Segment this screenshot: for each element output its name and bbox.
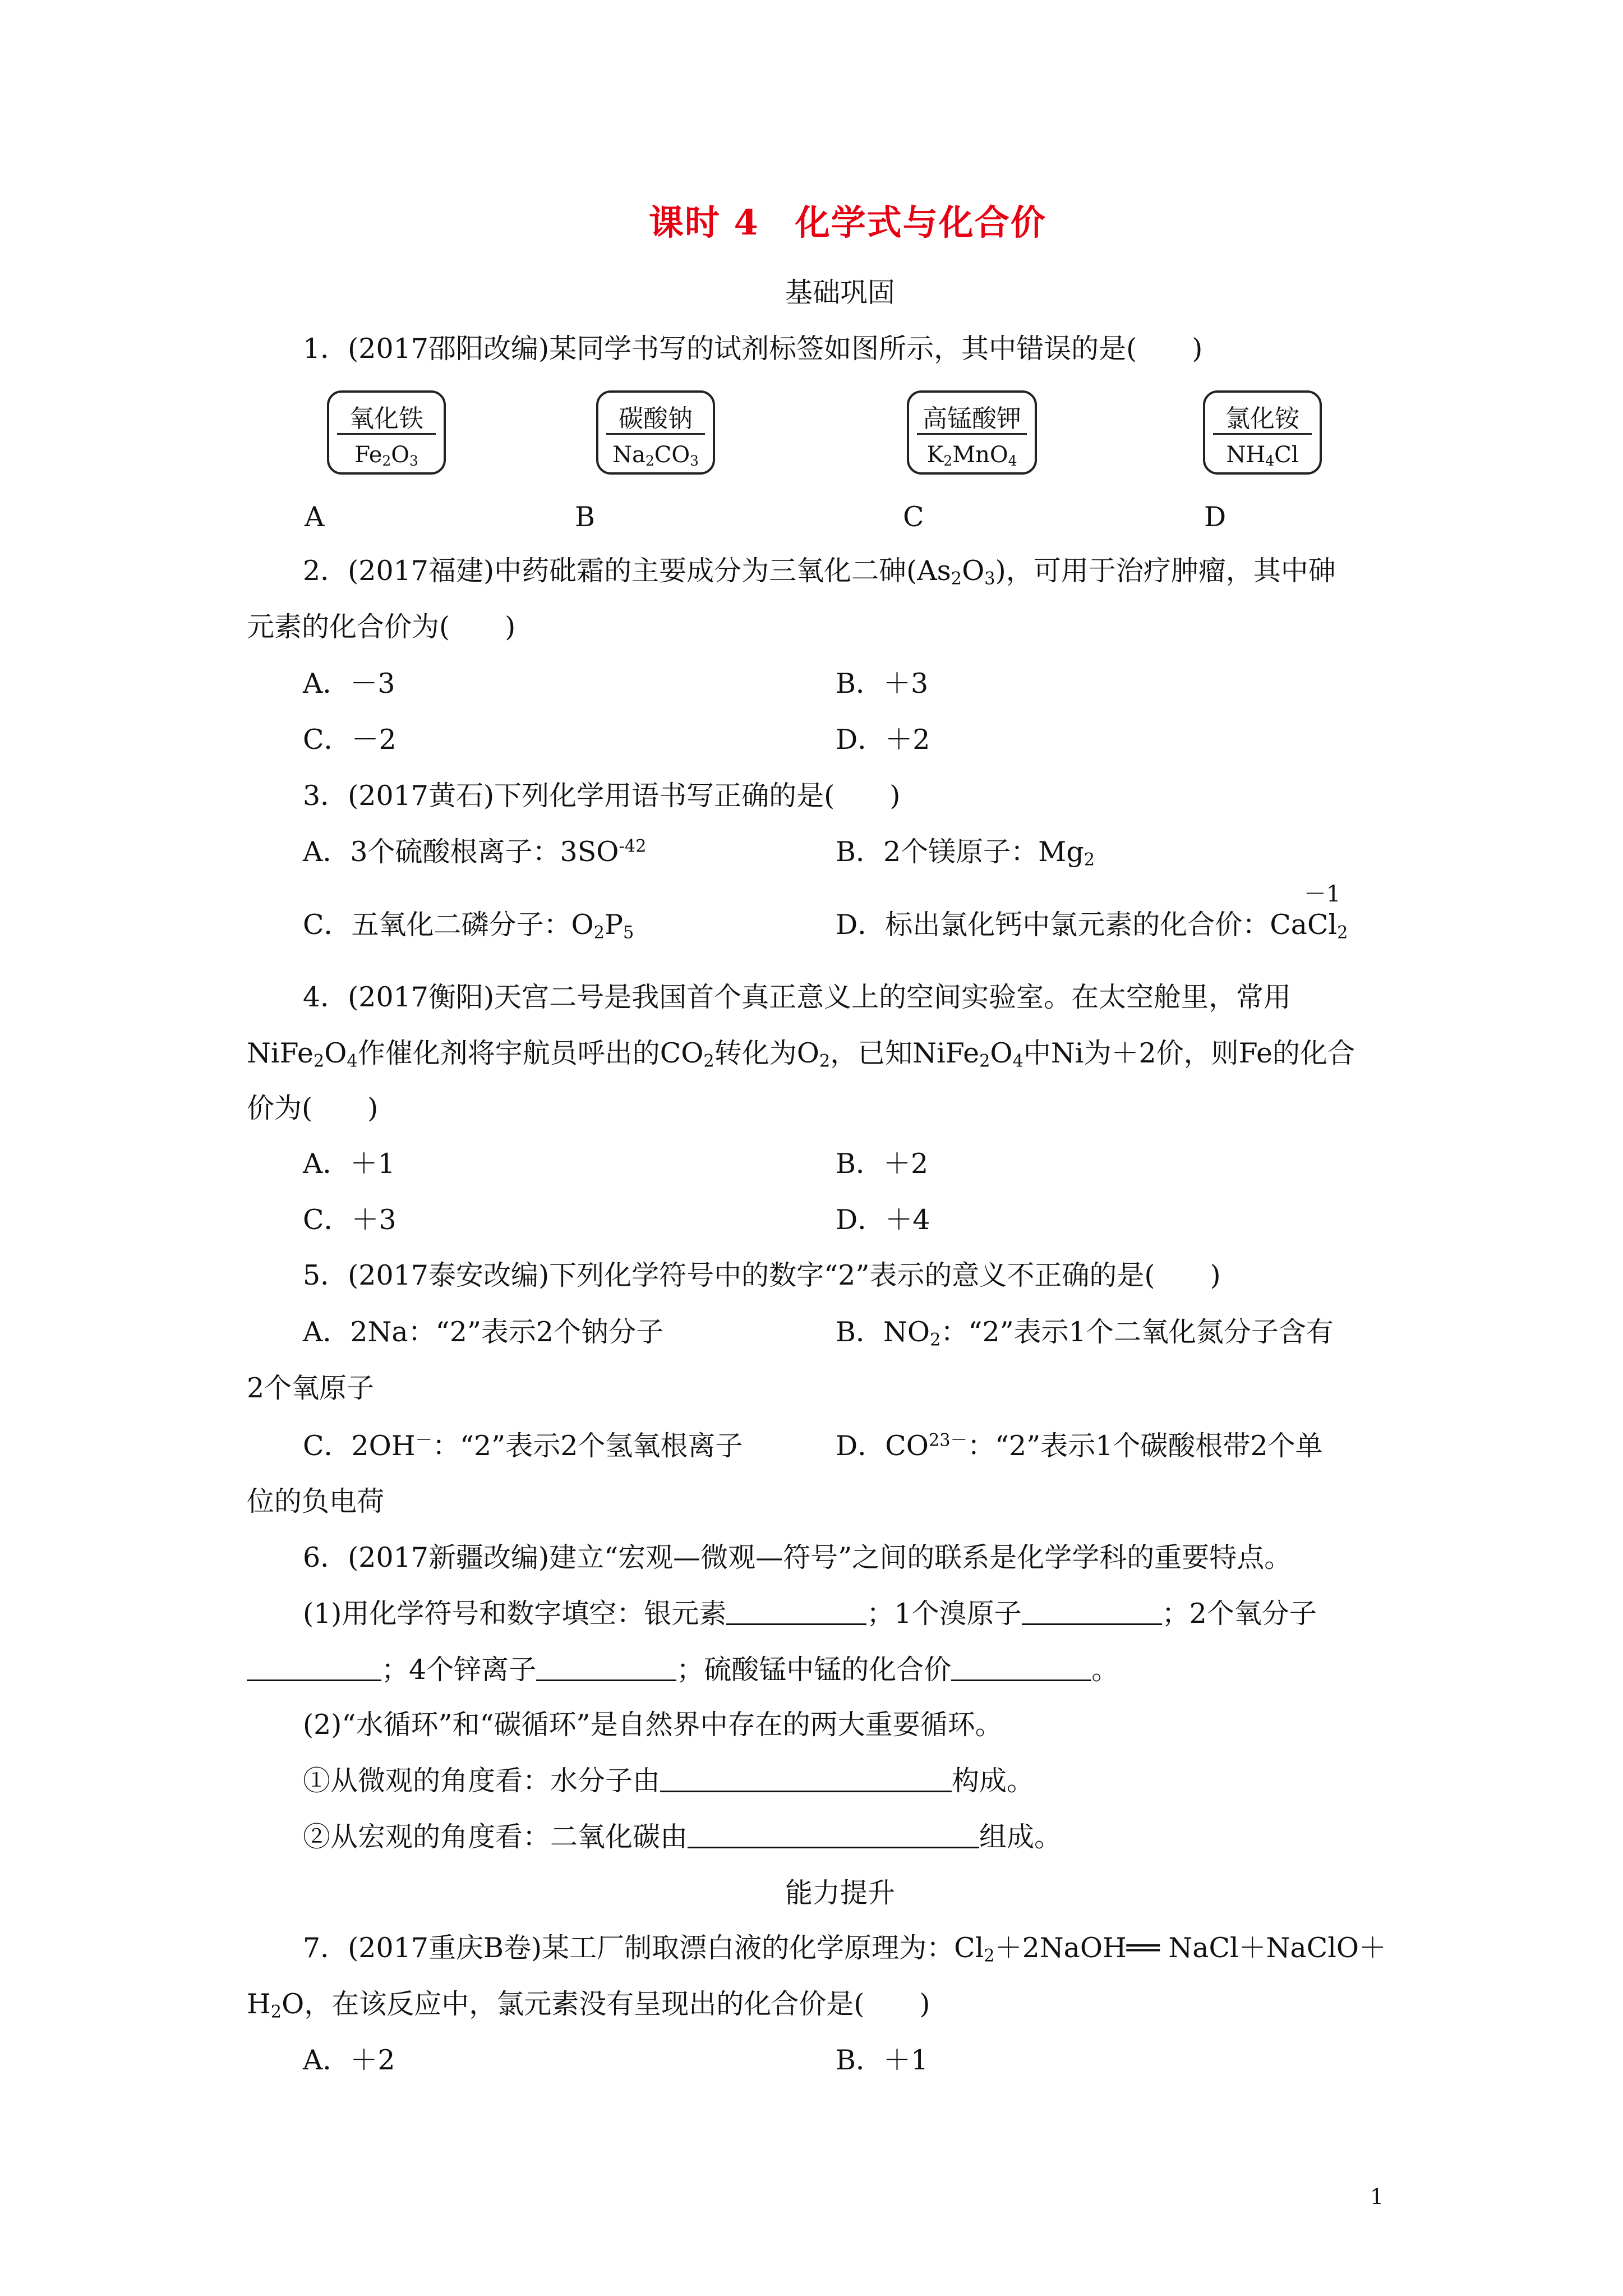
label-letter-c: C (903, 501, 924, 533)
question-6-part-2-2: ②从宏观的角度看：二氧化碳由 组成。 (303, 1821, 1062, 1853)
question-2-line-1: 2．(2017福建)中药砒霜的主要成分为三氧化二砷$(As_2O_3)$，可用于治疗肿瘤，其中砷 (303, 555, 1336, 589)
page-title: 课时 4 化学式与化合价 (649, 202, 1046, 243)
question-2-option-b: B．＋3 (836, 668, 929, 700)
section-heading-advanced: 能力提升 (785, 1877, 896, 1909)
label-letter-d: D (1204, 501, 1227, 533)
answer-blank[interactable] (660, 1768, 952, 1792)
question-3-option-c: C．五氧化二磷分子：$O_2P_5$ (303, 909, 634, 943)
question-6-part-2: (2)“水循环”和“碳循环”是自然界中存在的两大重要循环。 (303, 1709, 1003, 1741)
question-5-option-c: C．2OH－：“2”表示2个氢氧根离子 (303, 1430, 743, 1462)
question-6-part-2-1: ①从微观的角度看：水分子由 构成。 (303, 1765, 1035, 1797)
question-5-option-d-cont: 位的负电荷 (247, 1485, 385, 1517)
question-2-option-a: A．－3 (303, 668, 395, 700)
question-4-option-d: D．＋4 (836, 1204, 930, 1236)
question-2-option-d: D．＋2 (836, 724, 930, 756)
label-formula: $Fe_2O_3$ (354, 442, 418, 470)
answer-blank[interactable] (726, 1601, 866, 1625)
label-name: 氧化铁 (349, 404, 423, 433)
question-4-option-b: B．＋2 (836, 1148, 929, 1180)
question-3-option-d: D．标出氯化钙中氯元素的化合价：Ca －1 $Cl_2$ (836, 881, 1348, 943)
reagent-label-b (596, 390, 715, 475)
label-name: 氯化铵 (1225, 404, 1299, 433)
question-4-option-c: C．＋3 (303, 1204, 396, 1236)
question-7-option-a: A．＋2 (303, 2044, 395, 2076)
question-7-option-b: B．＋1 (836, 2044, 929, 2076)
section-heading-basic: 基础巩固 (785, 277, 896, 309)
label-formula: $NH_4Cl$ (1226, 442, 1299, 470)
question-5-stem: 5．(2017泰安改编)下列化学符号中的数字“2”表示的意义不正确的是( ) (303, 1259, 1221, 1291)
question-6-part-1: (1)用化学符号和数字填空：银元素 ；1个溴原子 ；2个氧分子 (303, 1598, 1317, 1630)
page-number: 1 (1370, 2184, 1384, 2209)
question-3-option-a: A．3个硫酸根离子：$3SO^{-42}$ (303, 836, 647, 868)
answer-blank[interactable] (536, 1657, 676, 1681)
label-formula: $K_2MnO_4$ (926, 442, 1017, 470)
question-3-option-b: B．2个镁原子：$Mg_2$ (836, 836, 1095, 870)
reagent-label-c (907, 390, 1037, 475)
question-5-option-b-cont: 2个氧原子 (247, 1372, 375, 1404)
answer-blank[interactable] (688, 1824, 979, 1848)
valence-mark: －1 (1304, 881, 1341, 907)
question-4-line-1: 4．(2017衡阳)天宫二号是我国首个真正意义上的空间实验室。在太空舱里，常用 (303, 981, 1292, 1013)
label-formula: $Na_2CO_3$ (612, 442, 699, 470)
question-5-option-a: A．2Na：“2”表示2个钠分子 (303, 1316, 664, 1348)
answer-blank[interactable] (1022, 1601, 1162, 1625)
question-3-stem: 3．(2017黄石)下列化学用语书写正确的是( ) (303, 780, 901, 812)
question-1-stem: 1．(2017邵阳改编)某同学书写的试剂标签如图所示，其中错误的是( ) (303, 333, 1203, 365)
question-7-line-1: 7．(2017重庆B卷)某工厂制取漂白液的化学原理为：$Cl_2+2NaOH══$ NaCl＋NaClO＋ (303, 1932, 1387, 1966)
label-name: 碳酸钠 (619, 404, 693, 433)
question-4-line-3: 价为( ) (247, 1092, 379, 1124)
label-name: 高锰酸钾 (923, 404, 1021, 433)
label-letter-a: A (305, 501, 325, 533)
question-4-line-2: $NiFe_2O_4$作催化剂将宇航员呼出的$CO_2$转化为$O_2$，已知$NiFe_2O_4$中Ni为＋2价，则Fe的化合 (247, 1037, 1355, 1071)
question-5-option-d: D．$CO^{23-}$：“2”表示1个碳酸根带2个单 (836, 1430, 1323, 1462)
question-7-line-2: $H_2O$，在该反应中，氯元素没有呈现出的化合价是( ) (247, 1988, 930, 2022)
question-5-option-b: B．$NO_2$：“2”表示1个二氧化氮分子含有 (836, 1316, 1334, 1350)
answer-blank[interactable] (247, 1657, 381, 1681)
reagent-label-a (327, 390, 446, 475)
answer-blank[interactable] (951, 1657, 1091, 1681)
label-letter-b: B (575, 501, 596, 533)
question-2-option-c: C．－2 (303, 724, 396, 756)
question-6-stem: 6．(2017新疆改编)建立“宏观—微观—符号”之间的联系是化学学科的重要特点。 (303, 1542, 1292, 1573)
question-6-part-1-cont: ；4个锌离子 ；硫酸锰中锰的化合价 。 (247, 1656, 1119, 1683)
question-2-line-2: 元素的化合价为( ) (247, 611, 516, 643)
question-4-option-a: A．＋1 (303, 1148, 395, 1180)
reagent-label-d (1203, 390, 1322, 475)
